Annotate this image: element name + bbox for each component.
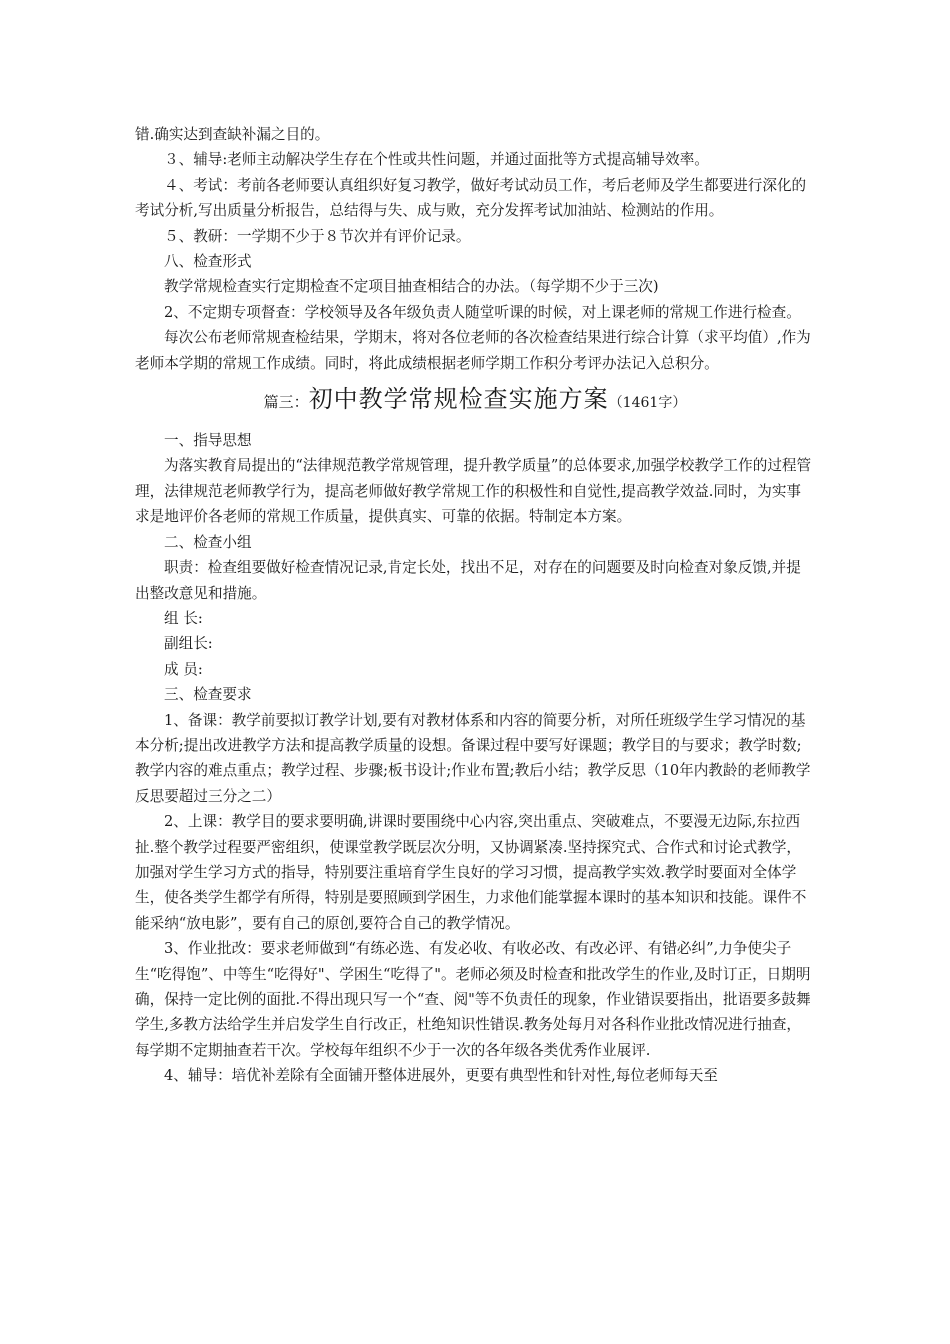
section-heading: 三、检查要求 bbox=[164, 686, 252, 704]
paragraph: 教学常规检查实行定期检查不定项目抽查相结合的办法。（每学期不少于三次) bbox=[164, 278, 659, 296]
paragraph: ３、辅导:老师主动解决学生存在个性或共性问题，并通过面批等方式提高辅导效率。 bbox=[164, 151, 709, 169]
paragraph: 4、辅导：培优补差除有全面铺开整体进展外，更要有典型性和针对性,每位老师每天至 bbox=[164, 1067, 718, 1085]
section-heading: 一、指导思想 bbox=[164, 432, 252, 450]
paragraph: 副组长: bbox=[164, 635, 213, 653]
paragraph: 每次公布老师常规查检结果，学期末，将对各位老师的各次检查结果进行综合计算（求平均值）,作为老师本学期的常规工作成绩。同时，将此成绩根据老师学期工作积分考评办法记入总积分。 bbox=[135, 329, 811, 372]
paragraph: 2、上课：教学目的要求要明确,讲课时要围绕中心内容,突出重点、突破难点，不要漫无边际,东拉西扯.整个教学过程要严密组织，使课堂教学既层次分明，又协调紧凑.坚持探究式、合作式和讨论式教学，加强对学生学习方式的指导，特别要注重培育学生良好的学习习惯，提高教学实效.教学时要面对全体学生，使各类学生都学有所得，特别是要照顾到学困生，力求他们能掌握本课时的基本知识和技能。课件不能采纳“放电影”，要有自己的原创,要符合自己的教学情况。 bbox=[135, 813, 807, 932]
paragraph: 组 长: bbox=[164, 609, 203, 627]
paragraph: 3、作业批改：要求老师做到“有练必选、有发必收、有收必改、有改必评、有错必纠”,力争使尖子生“吃得饱”、中等生“吃得好"、学困生“吃得了"。老师必须及时检查和批改学生的作业,及时订正，日期明确，保持一定比例的面批.不得出现只写一个“查、阅"等不负责任的现象，作业错误要指出，批语要多鼓舞学生,多教方法给学生并启发学生自行改正，杜绝知识性错误.教务处每月对各科作业批改情况进行抽查，每学期不定期抽查若干次。学校每年组织不少于一次的各年级各类优秀作业展评. bbox=[135, 940, 811, 1059]
page-title bbox=[135, 382, 815, 420]
title-main: 初中教学常规检查实施方案 bbox=[308, 385, 609, 414]
title-word-count: （1461字） bbox=[608, 395, 687, 412]
paragraph: 成 员: bbox=[164, 660, 203, 678]
title-prefix: 篇三： bbox=[263, 393, 309, 412]
document-body bbox=[135, 122, 815, 1089]
paragraph: 为落实教育局提出的“法律规范教学常规管理，提升教学质量”的总体要求,加强学校教学工作的过程管理，法律规范老师教学行为，提高老师做好教学常规工作的积极性和自觉性,提高教学效益.同时，为实事求是地评价各老师的常规工作质量，提供真实、可靠的依据。特制定本方案。 bbox=[135, 457, 812, 526]
paragraph: ４、考试：考前各老师要认真组织好复习教学，做好考试动员工作，考后老师及学生都要进行深化的考试分析,写出质量分析报告，总结得与失、成与败，充分发挥考试加油站、检测站的作用。 bbox=[135, 176, 807, 220]
paragraph: 2、不定期专项督查：学校领导及各年级负责人随堂听课的时候，对上课老师的常规工作进行检查。 bbox=[164, 303, 801, 321]
section-heading: 二、检查小组 bbox=[164, 533, 252, 551]
paragraph: 职责：检查组要做好检查情况记录,肯定长处，找出不足，对存在的问题要及时向检查对象反馈,并提出整改意见和措施。 bbox=[135, 559, 801, 602]
section-heading: 八、检查形式 bbox=[164, 253, 252, 271]
paragraph: 错.确实达到查缺补漏之目的。 bbox=[135, 126, 330, 143]
paragraph: ５、教研：一学期不少于８节次并有评价记录。 bbox=[164, 227, 471, 245]
paragraph: 1、备课：教学前要拟订教学计划,要有对教材体系和内容的简要分析，对所任班级学生学习情况的基本分析;提出改进教学方法和提高教学质量的设想。备课过程中要写好课题；教学目的与要求；教学时数;教学内容的难点重点；教学过程、步骤;板书设计;作业布置;教后小结；教学反思（10年内教龄的老师教学反思要超过三分之二） bbox=[135, 711, 811, 805]
